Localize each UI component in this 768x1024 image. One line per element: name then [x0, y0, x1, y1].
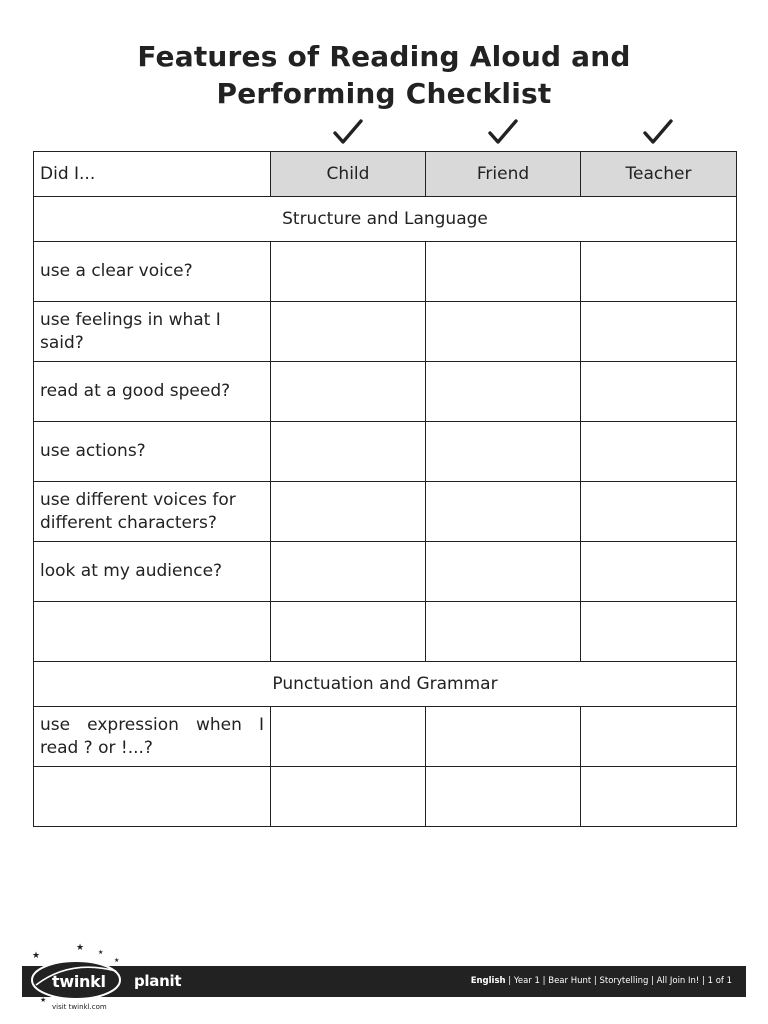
- friend-check-cell[interactable]: [426, 242, 581, 302]
- question-cell: read at a good speed?: [34, 362, 271, 422]
- footer-details: | Year 1 | Bear Hunt | Storytelling | All Join In! | 1 of 1: [505, 976, 732, 986]
- star-icon: ★: [76, 943, 85, 953]
- section-title: Structure and Language: [34, 197, 737, 242]
- friend-check-cell[interactable]: [426, 707, 581, 767]
- teacher-check-cell[interactable]: [581, 767, 737, 827]
- question-cell: look at my audience?: [34, 542, 271, 602]
- teacher-check-cell[interactable]: [581, 242, 737, 302]
- star-icon: ★: [114, 957, 120, 964]
- child-column-header: Child: [271, 152, 426, 197]
- section-row-structure-language: [34, 197, 737, 242]
- table-row: [34, 767, 737, 827]
- table-row: [34, 542, 737, 602]
- friend-check-cell[interactable]: [426, 422, 581, 482]
- section-row-punctuation-grammar: [34, 662, 737, 707]
- friend-check-cell[interactable]: [426, 767, 581, 827]
- table-row: [34, 242, 737, 302]
- child-check-cell[interactable]: [271, 422, 426, 482]
- did-i-header: Did I...: [34, 152, 271, 197]
- question-cell: use different voices for different characters?: [34, 482, 271, 542]
- friend-column-header: Friend: [426, 152, 581, 197]
- child-check-cell[interactable]: [271, 302, 426, 362]
- child-check-cell[interactable]: [271, 602, 426, 662]
- table-row: [34, 362, 737, 422]
- teacher-check-cell[interactable]: [581, 362, 737, 422]
- child-check-cell[interactable]: [271, 542, 426, 602]
- question-cell: use expression when I read ? or !...?: [34, 707, 271, 767]
- section-title: Punctuation and Grammar: [34, 662, 737, 707]
- friend-check-cell[interactable]: [426, 602, 581, 662]
- tick-icon: [331, 116, 365, 150]
- title-line-2: Performing Checklist: [216, 77, 552, 110]
- question-cell: use a clear voice?: [34, 242, 271, 302]
- child-check-cell[interactable]: [271, 242, 426, 302]
- star-icon: ★: [32, 951, 41, 961]
- twinkl-logo-text: twinkl: [52, 972, 106, 991]
- friend-check-cell[interactable]: [426, 482, 581, 542]
- friend-check-cell[interactable]: [426, 302, 581, 362]
- table-row: [34, 707, 737, 767]
- teacher-check-cell[interactable]: [581, 542, 737, 602]
- footer-subject: English: [470, 976, 506, 986]
- question-cell: use feelings in what I said?: [34, 302, 271, 362]
- table-row: [34, 422, 737, 482]
- teacher-check-cell[interactable]: [581, 422, 737, 482]
- title-line-1: Features of Reading Aloud and: [137, 40, 631, 73]
- check-marks-row: [0, 116, 768, 150]
- teacher-check-cell[interactable]: [581, 707, 737, 767]
- tick-icon: [486, 116, 520, 150]
- star-icon: ★: [40, 996, 47, 1004]
- blank-question-cell[interactable]: [34, 602, 271, 662]
- friend-check-cell[interactable]: [426, 362, 581, 422]
- table-row: [34, 482, 737, 542]
- page-title: [0, 38, 768, 112]
- footer-info: [471, 976, 732, 986]
- blank-question-cell[interactable]: [34, 767, 271, 827]
- teacher-check-cell[interactable]: [581, 302, 737, 362]
- child-check-cell[interactable]: [271, 707, 426, 767]
- teacher-check-cell[interactable]: [581, 482, 737, 542]
- teacher-column-header: Teacher: [581, 152, 737, 197]
- star-icon: ★: [98, 949, 104, 956]
- child-check-cell[interactable]: [271, 767, 426, 827]
- planit-brand: planit: [134, 972, 182, 990]
- table-row: [34, 602, 737, 662]
- visit-link[interactable]: visit twinkl.com: [52, 1003, 107, 1011]
- child-check-cell[interactable]: [271, 482, 426, 542]
- question-cell: use actions?: [34, 422, 271, 482]
- tick-icon: [641, 116, 675, 150]
- teacher-check-cell[interactable]: [581, 602, 737, 662]
- friend-check-cell[interactable]: [426, 542, 581, 602]
- table-row: [34, 302, 737, 362]
- checklist-table: [33, 151, 737, 827]
- child-check-cell[interactable]: [271, 362, 426, 422]
- table-header-row: [34, 152, 737, 197]
